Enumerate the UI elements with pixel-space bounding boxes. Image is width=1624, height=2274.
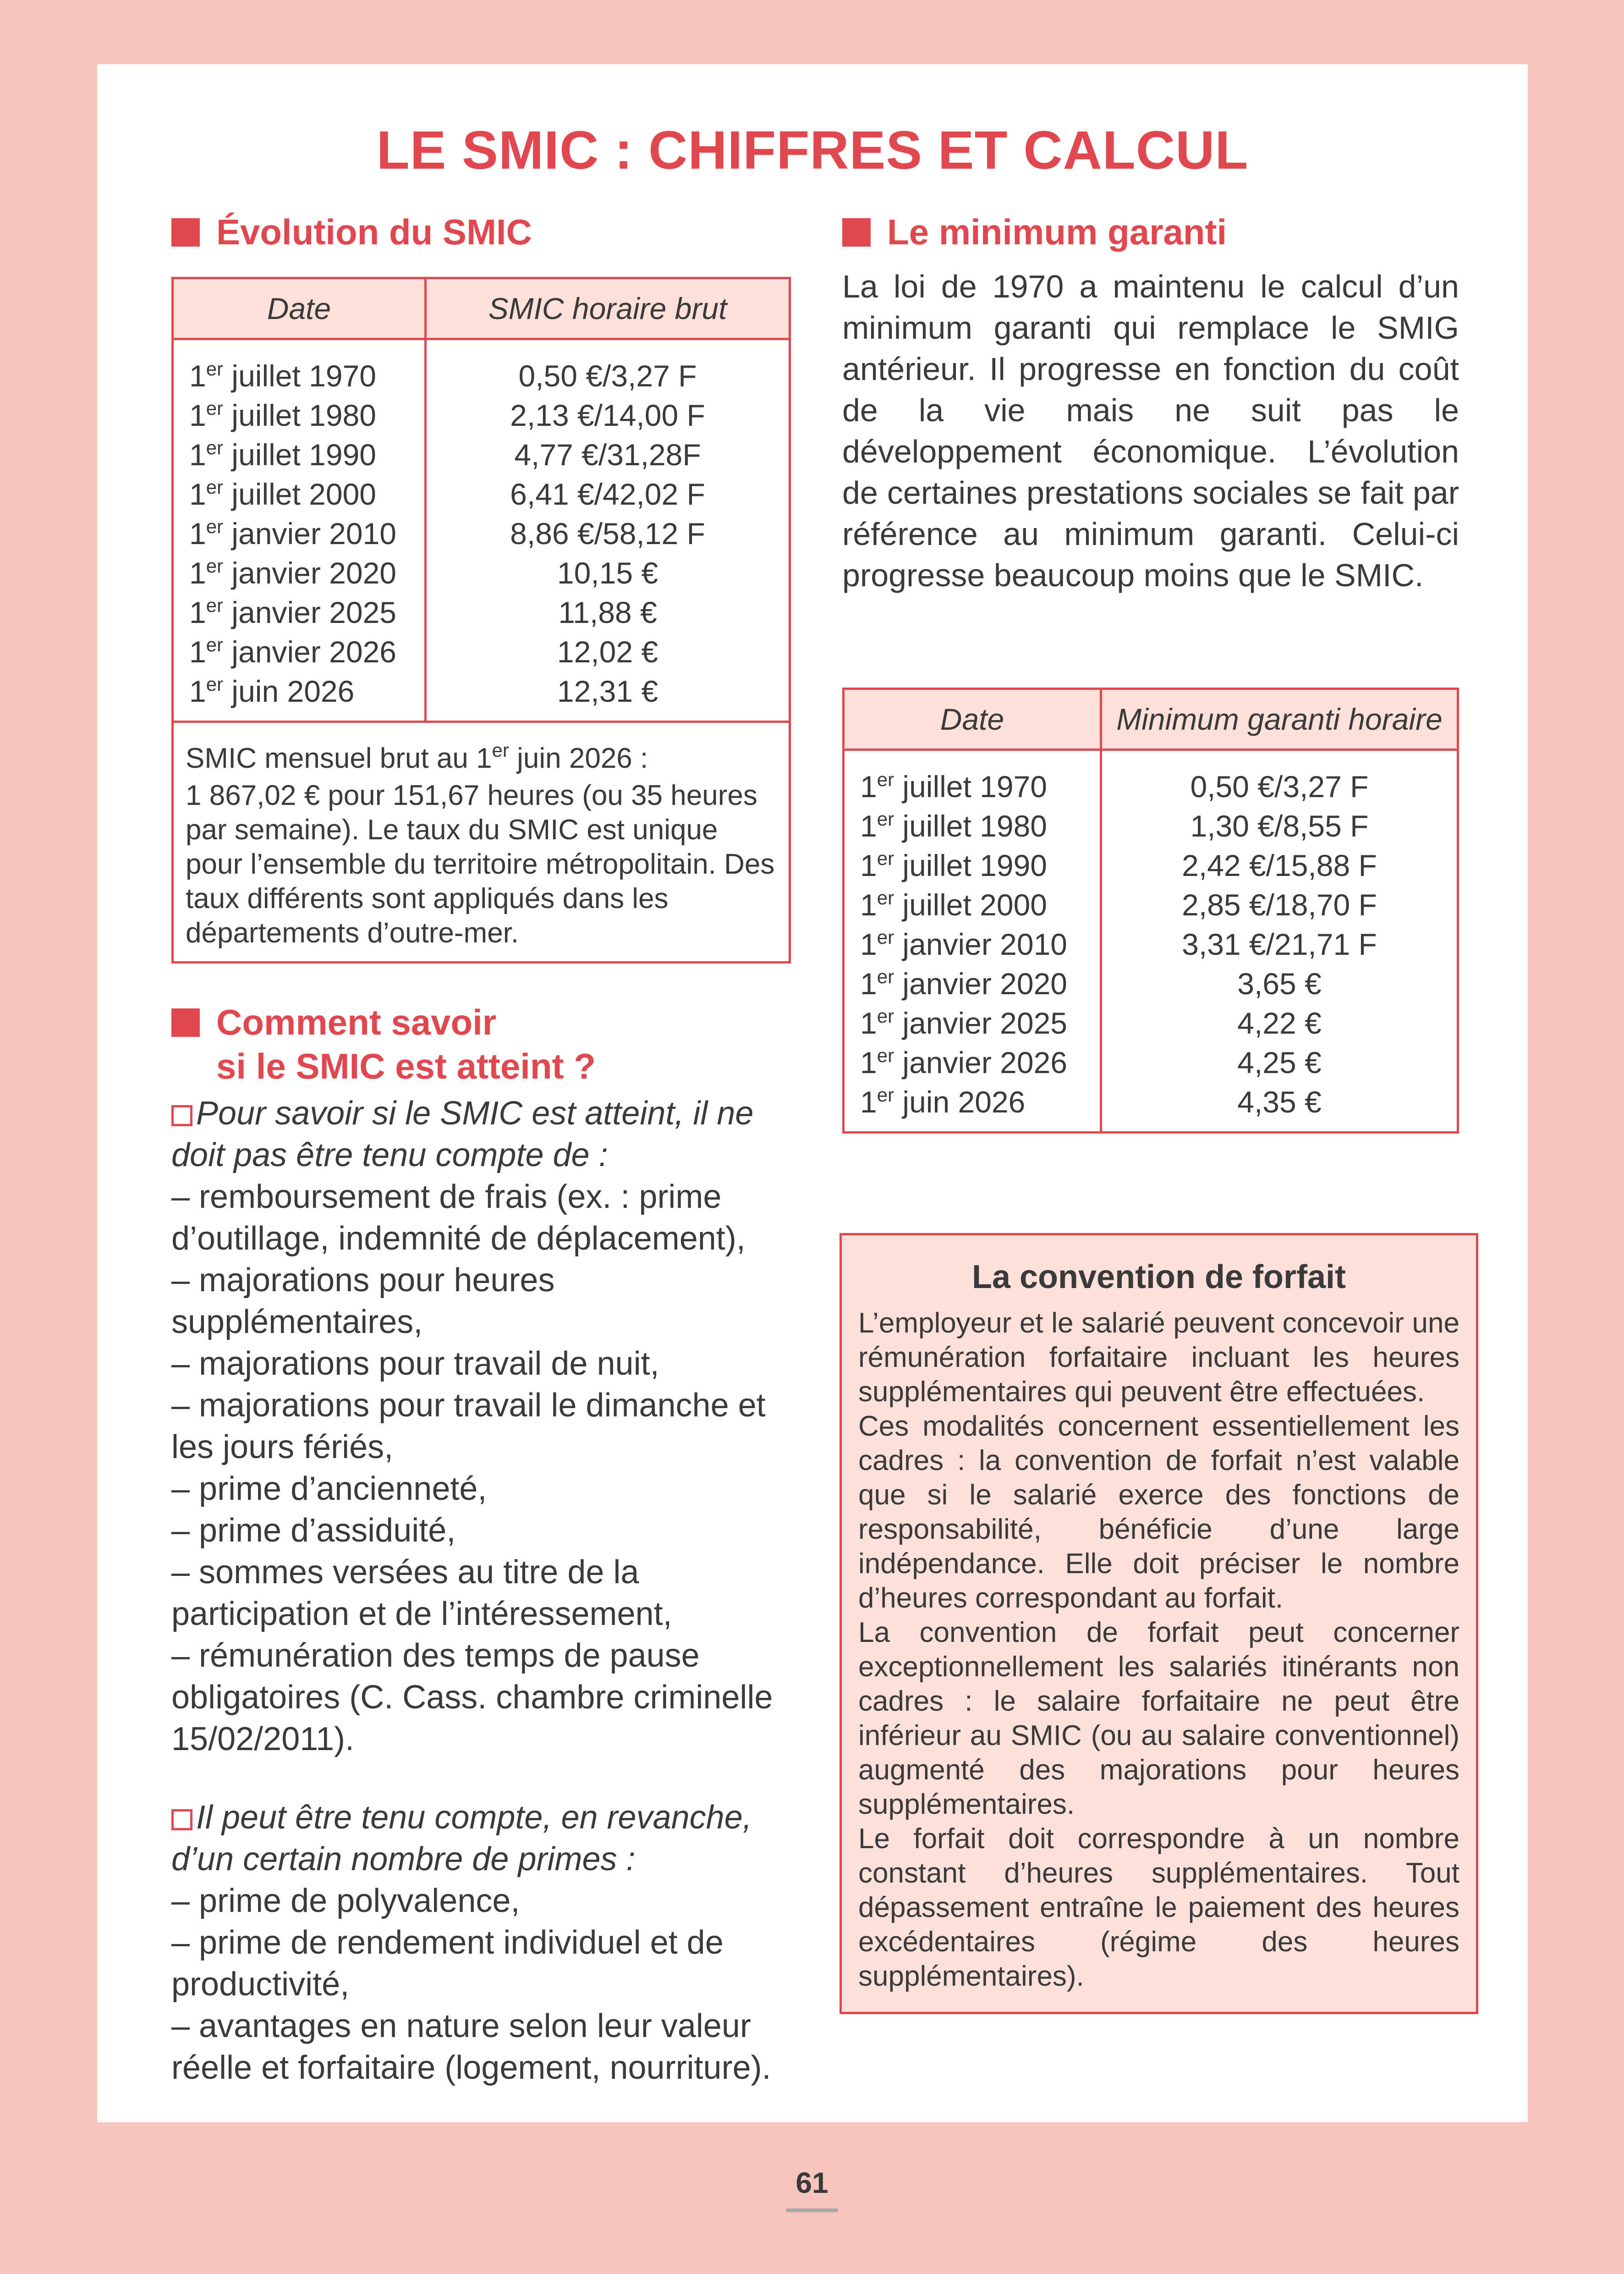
- date-cell: [173, 672, 426, 722]
- value-cell: 1,30 €/8,55 F: [1101, 806, 1458, 846]
- list-item: – prime d’ancienneté,: [171, 1470, 487, 1507]
- value-cell: 8,86 €/58,12 F: [426, 514, 790, 553]
- date-cell: [173, 593, 426, 632]
- forfait-paragraph: Ces modalités concernent essentiellement les cadres : la convention de forfait n’est valable que si le salarié exerce des fonctions de responsabilité, bénéficie d’une large indépendance. Elle doit préciser le nombre d’heures correspondant au forfait.: [858, 1410, 1459, 1614]
- table-row: [173, 339, 790, 396]
- date-ordinal-sup: er: [206, 358, 224, 380]
- value-cell: 12,31 €: [426, 672, 790, 722]
- date-ordinal-sup: er: [206, 555, 224, 577]
- minimum-intro: La loi de 1970 a maintenu le calcul d’un minimum garanti qui remplace le SMIG antérieur. Il progresse en fonction du coût de la vie mais ne suit pas le développement économique. L’évolution de certaines prestations sociales se fait par référence au minimum garanti. Celui-ci progresse beaucoup moins que le SMIC.: [842, 269, 1459, 593]
- date-cell: [844, 885, 1101, 925]
- table-row: [173, 632, 790, 672]
- date-text: janvier 2010: [223, 517, 396, 551]
- date-ordinal-sup: er: [206, 437, 224, 458]
- table-header-row: [844, 689, 1458, 750]
- note-lead: [186, 741, 779, 776]
- date-text: juillet 2000: [223, 477, 376, 511]
- page-number: 61: [796, 2166, 828, 2199]
- list-item: – majorations pour travail de nuit,: [171, 1345, 659, 1382]
- date-ordinal: 1: [860, 770, 877, 804]
- list-item: – majorations pour travail le dimanche et les jours fériés,: [171, 1387, 766, 1465]
- section-heading-comment: [171, 1000, 791, 1088]
- value-cell: 2,42 €/15,88 F: [1101, 846, 1458, 885]
- excluded-list: [171, 1176, 791, 1760]
- date-ordinal: 1: [189, 674, 206, 708]
- value-cell: 4,35 €: [1101, 1082, 1458, 1133]
- forfait-box: [839, 1233, 1478, 2014]
- date-ordinal-sup: er: [877, 887, 894, 908]
- date-ordinal-sup: er: [877, 926, 894, 948]
- note-lead-text: SMIC mensuel brut au 1: [186, 743, 492, 774]
- minimum-table-body: [844, 750, 1458, 1133]
- date-cell: [844, 806, 1101, 846]
- date-ordinal-sup: er: [877, 769, 894, 790]
- date-cell: [173, 553, 426, 593]
- forfait-paragraph: Le forfait doit correspondre à un nombre constant d’heures supplémentaires. Tout dépassement entraîne le paiement des heures excédentaires (régime des heures supplémentaires).: [858, 1823, 1459, 1992]
- date-ordinal: 1: [860, 927, 877, 961]
- date-cell: [173, 435, 426, 474]
- date-cell: [844, 1003, 1101, 1043]
- date-ordinal: 1: [860, 888, 877, 922]
- table-row: [173, 593, 790, 632]
- date-cell: [844, 750, 1101, 807]
- date-ordinal: 1: [860, 1006, 877, 1040]
- date-ordinal-sup: er: [877, 808, 894, 830]
- minimum-garanti-table: [842, 688, 1459, 1134]
- section-heading-label: Le minimum garanti: [887, 212, 1227, 252]
- date-cell: [844, 964, 1101, 1003]
- column-header-date: Date: [844, 689, 1101, 750]
- section-heading-label: Évolution du SMIC: [216, 212, 532, 252]
- table-row: [844, 1082, 1458, 1133]
- included-list: [171, 1880, 791, 2089]
- value-cell: 4,25 €: [1101, 1043, 1458, 1082]
- forfait-heading: La convention de forfait: [971, 1259, 1346, 1295]
- date-ordinal-sup: er: [877, 1045, 894, 1066]
- table-row: [173, 672, 790, 722]
- list-item: – remboursement de frais (ex. : prime d’outillage, indemnité de déplacement),: [171, 1178, 746, 1257]
- date-text: juillet 1980: [894, 809, 1047, 843]
- date-text: juillet 1990: [894, 848, 1047, 882]
- note-lead-rest: juin 2026 :: [509, 743, 648, 774]
- date-ordinal-sup: er: [206, 673, 224, 695]
- date-text: juillet 1990: [223, 438, 376, 472]
- date-ordinal: 1: [189, 595, 206, 629]
- date-ordinal: 1: [860, 1085, 877, 1119]
- date-text: juillet 2000: [894, 888, 1047, 922]
- date-ordinal: 1: [189, 477, 206, 511]
- page-sheet: [97, 64, 1528, 2122]
- value-cell: 4,77 €/31,28F: [426, 435, 790, 474]
- date-ordinal: 1: [189, 556, 206, 590]
- page-title: LE SMIC : CHIFFRES ET CALCUL: [376, 120, 1249, 181]
- hollow-square-icon: [171, 1105, 192, 1126]
- excluded-intro: [171, 1093, 791, 1176]
- value-cell: 0,50 €/3,27 F: [426, 339, 790, 396]
- left-column: [171, 210, 791, 2089]
- section-heading-label: [216, 1000, 596, 1088]
- date-ordinal: 1: [860, 809, 877, 843]
- value-cell: 0,50 €/3,27 F: [1101, 750, 1458, 807]
- value-cell: 12,02 €: [426, 632, 790, 672]
- section-heading-minimum: [842, 210, 1459, 254]
- value-cell: 6,41 €/42,02 F: [426, 474, 790, 514]
- date-text: juin 2026: [894, 1085, 1026, 1119]
- date-ordinal-sup: er: [206, 476, 224, 498]
- date-text: juillet 1980: [223, 398, 376, 432]
- table-row: [173, 553, 790, 593]
- date-text: juillet 1970: [894, 770, 1047, 804]
- forfait-paragraph: L’employeur et le salarié peuvent concevoir une rémunération forfaitaire incluant les heures supplémentaires qui peuvent être effectuées.: [858, 1307, 1459, 1408]
- square-bullet-icon: [171, 218, 200, 247]
- date-ordinal: 1: [860, 1046, 877, 1079]
- table-row: [844, 885, 1458, 925]
- list-item: – majorations pour heures supplémentaires,: [171, 1262, 555, 1340]
- column-header-minimum: Minimum garanti horaire: [1101, 689, 1458, 750]
- smic-evolution-table: [171, 277, 791, 723]
- table-row: [844, 750, 1458, 807]
- date-ordinal: 1: [860, 848, 877, 882]
- date-cell: [844, 846, 1101, 885]
- date-text: janvier 2010: [894, 927, 1067, 961]
- list-item: – rémunération des temps de pause obligatoires (C. Cass. chambre criminelle 15/02/2011).: [171, 1637, 773, 1757]
- date-text: juin 2026: [223, 674, 355, 708]
- note-body: 1 867,02 € pour 151,67 heures (ou 35 heures par semaine). Le taux du SMIC est unique pour l’ensemble du territoire métropolitain. Des taux différents sont appliqués dans les départements d’outre-mer.: [186, 780, 775, 949]
- table-row: [844, 925, 1458, 964]
- value-cell: 3,31 €/21,71 F: [1101, 925, 1458, 964]
- value-cell: 11,88 €: [426, 593, 790, 632]
- date-text: janvier 2025: [894, 1006, 1067, 1040]
- list-item: – prime d’assiduité,: [171, 1512, 456, 1549]
- right-column: [842, 210, 1459, 1134]
- date-ordinal-sup: er: [877, 848, 894, 869]
- table-row: [844, 964, 1458, 1003]
- date-text: janvier 2025: [223, 595, 396, 629]
- forfait-paragraph: La convention de forfait peut concerner exceptionnellement les salariés itinérants non cadres : le salaire forfaitaire ne peut être inférieur au SMIC (ou au salaire conventionnel) augmenté des majorations pour heures supplémentaires.: [858, 1617, 1459, 1820]
- table-row: [844, 806, 1458, 846]
- date-ordinal-sup: er: [877, 1005, 894, 1027]
- date-ordinal: 1: [189, 359, 206, 393]
- date-ordinal-sup: er: [206, 397, 224, 419]
- value-cell: 2,13 €/14,00 F: [426, 396, 790, 435]
- date-text: janvier 2026: [223, 635, 396, 669]
- column-header-date: Date: [173, 278, 426, 339]
- date-ordinal: 1: [189, 438, 206, 472]
- page-number-underline: [786, 2208, 838, 2212]
- table-row: [173, 396, 790, 435]
- date-cell: [173, 339, 426, 396]
- date-text: janvier 2020: [223, 556, 396, 590]
- date-cell: [173, 632, 426, 672]
- table-row: [844, 846, 1458, 885]
- table-row: [173, 435, 790, 474]
- included-intro: [171, 1797, 791, 1880]
- date-cell: [173, 396, 426, 435]
- section-heading-evolution: [171, 210, 791, 254]
- hollow-square-icon: [171, 1809, 192, 1830]
- note-lead-sup: er: [492, 739, 509, 761]
- date-cell: [844, 925, 1101, 964]
- table-row: [173, 514, 790, 553]
- date-ordinal: 1: [189, 398, 206, 432]
- value-cell: 4,22 €: [1101, 1003, 1458, 1043]
- date-ordinal: 1: [860, 967, 877, 1001]
- date-cell: [844, 1043, 1101, 1082]
- date-ordinal-sup: er: [206, 634, 224, 655]
- column-header-smic: SMIC horaire brut: [426, 278, 790, 339]
- date-ordinal: 1: [189, 517, 206, 551]
- square-bullet-icon: [842, 218, 871, 247]
- included-intro-text: Il peut être tenu compte, en revanche, d’un certain nombre de primes :: [171, 1799, 752, 1878]
- value-cell: 2,85 €/18,70 F: [1101, 885, 1458, 925]
- date-text: janvier 2020: [894, 967, 1067, 1001]
- square-bullet-icon: [171, 1008, 200, 1037]
- date-ordinal: 1: [189, 635, 206, 669]
- excluded-intro-text: Pour savoir si le SMIC est atteint, il ne doit pas être tenu compte de :: [171, 1095, 754, 1173]
- table-row: [173, 474, 790, 514]
- forfait-paragraphs: [858, 1306, 1459, 1993]
- smic-table-body: [173, 339, 790, 722]
- value-cell: 3,65 €: [1101, 964, 1458, 1003]
- list-item: – avantages en nature selon leur valeur réelle et forfaitaire (logement, nourriture).: [171, 2008, 771, 2086]
- date-ordinal-sup: er: [877, 1084, 894, 1106]
- list-item: – prime de rendement individuel et de productivité,: [171, 1924, 724, 2003]
- value-cell: 10,15 €: [426, 553, 790, 593]
- date-ordinal-sup: er: [206, 595, 224, 616]
- smic-monthly-note: [171, 723, 791, 964]
- date-cell: [173, 514, 426, 553]
- date-cell: [173, 474, 426, 514]
- date-ordinal-sup: er: [877, 966, 894, 987]
- list-item: – sommes versées au titre de la participation et de l’intéressement,: [171, 1554, 672, 1632]
- table-row: [844, 1003, 1458, 1043]
- heading-line-2: si le SMIC est atteint ?: [216, 1046, 596, 1086]
- table-row: [844, 1043, 1458, 1082]
- heading-line-1: Comment savoir: [216, 1002, 497, 1042]
- date-text: juillet 1970: [223, 359, 376, 393]
- list-item: – prime de polyvalence,: [171, 1883, 520, 1919]
- table-header-row: [173, 278, 790, 339]
- date-ordinal-sup: er: [206, 516, 224, 537]
- date-text: janvier 2026: [894, 1046, 1067, 1079]
- date-cell: [844, 1082, 1101, 1133]
